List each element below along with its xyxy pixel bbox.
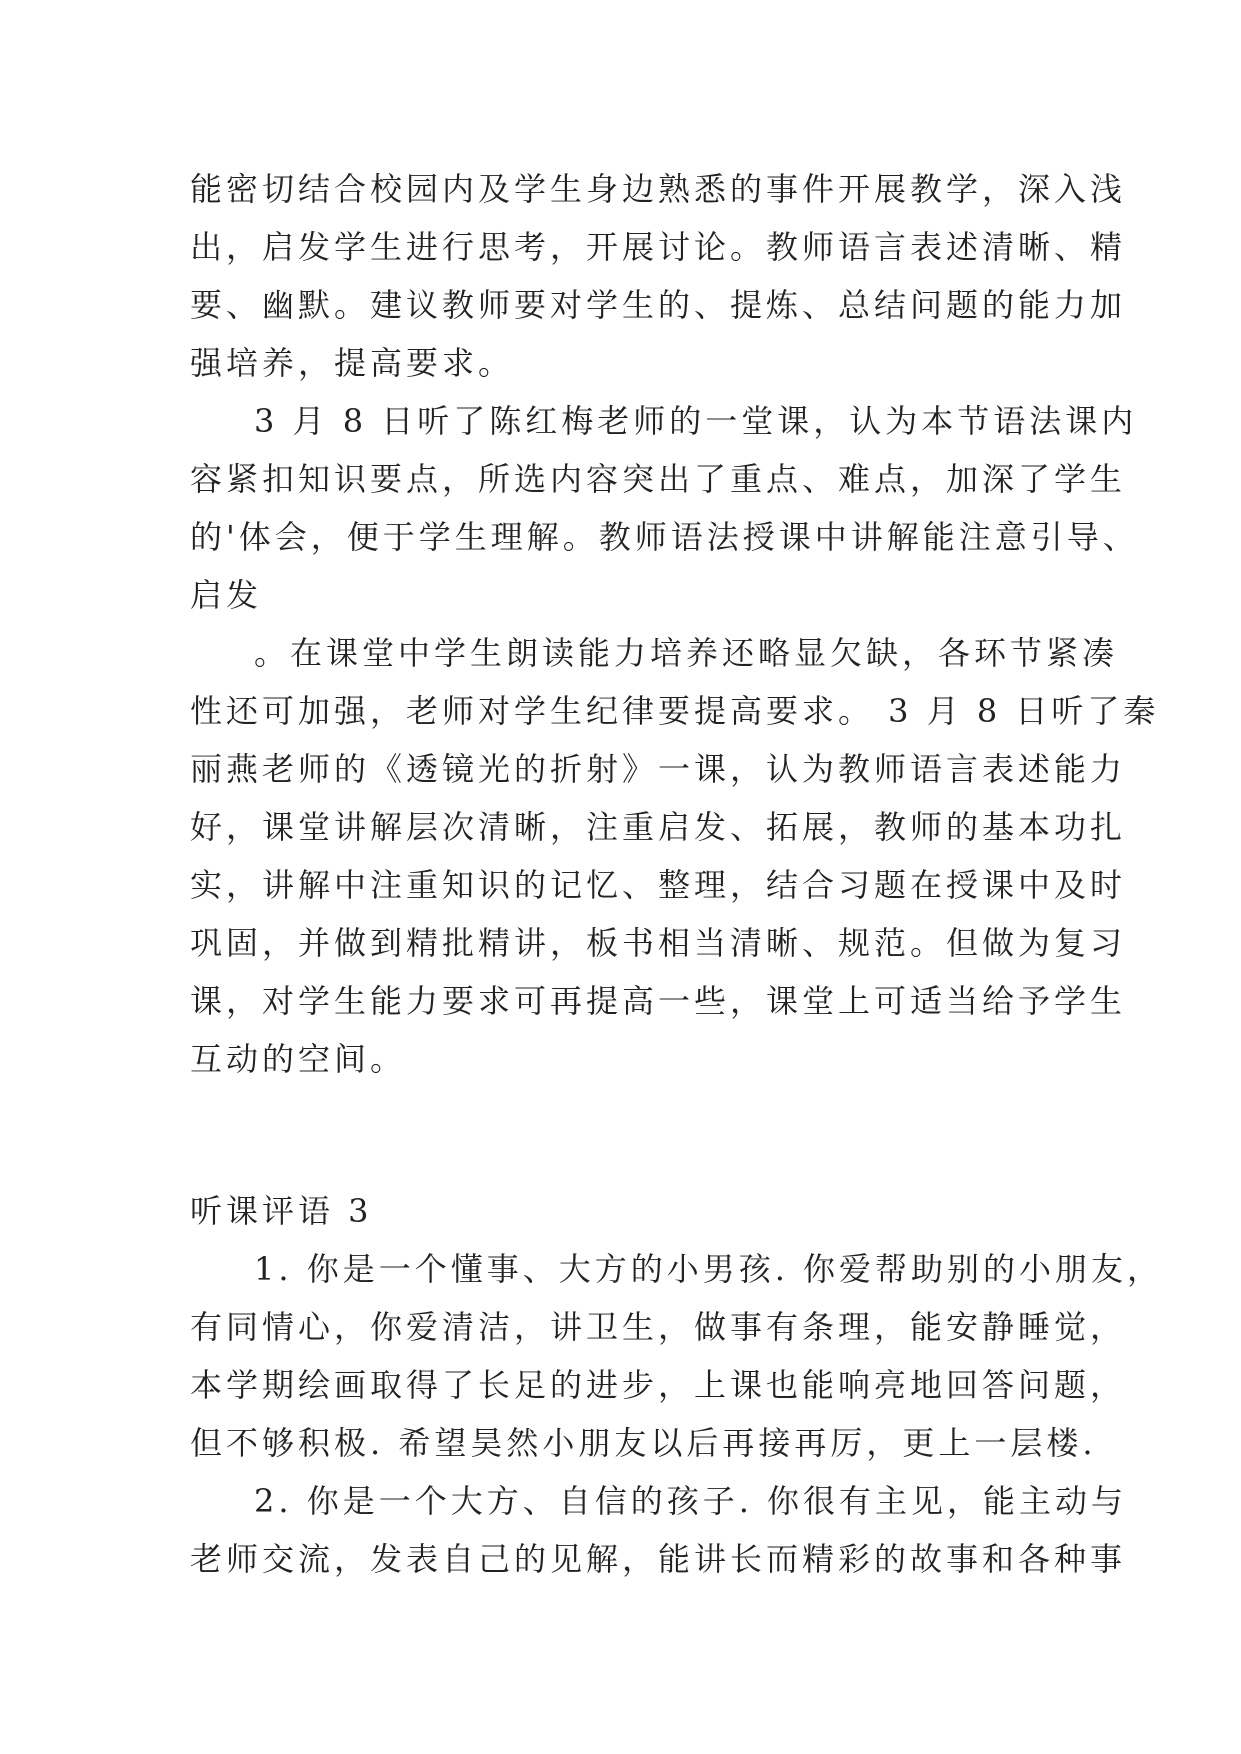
text-line: 好，课堂讲解层次清晰，注重启发、拓展，教师的基本功扎 <box>190 808 1127 846</box>
text-line: 性还可加强，老师对学生纪律要提高要求。 3 月 8 日听了秦 <box>190 692 1160 730</box>
section-gap <box>190 1088 1070 1182</box>
text-line: 有同情心，你爱清洁，讲卫生，做事有条理，能安静睡觉， <box>190 1308 1127 1346</box>
paragraph <box>190 392 1139 624</box>
text-line: 。在课堂中学生朗读能力培养还略显欠缺，各环节紧凑 <box>254 634 1119 672</box>
text-line: 实，讲解中注重知识的记忆、整理，结合习题在授课中及时 <box>190 866 1127 904</box>
section-heading: 听课评语 3 <box>190 1192 373 1230</box>
text-line: 1. 你是一个懂事、大方的小男孩. 你爱帮助别的小朋友， <box>254 1250 1164 1288</box>
text-line: 2. 你是一个大方、自信的孩子. 你很有主见，能主动与 <box>254 1482 1128 1520</box>
text-line: 启发 <box>190 576 263 614</box>
text-line: 巩固，并做到精批精讲，板书相当清晰、规范。但做为复习 <box>190 924 1127 962</box>
section-text <box>190 1240 1164 1588</box>
paragraph <box>190 160 1127 392</box>
text-line: 课，对学生能力要求可再提高一些，课堂上可适当给予学生 <box>190 982 1127 1020</box>
text-line: 的'体会，便于学生理解。教师语法授课中讲解能注意引导、 <box>190 518 1139 556</box>
text-line: 强培养，提高要求。 <box>190 344 515 382</box>
text-line: 要、幽默。建议教师要对学生的、提炼、总结问题的能力加 <box>190 286 1127 324</box>
text-line: 但不够积极. 希望昊然小朋友以后再接再厉，更上一层楼. <box>190 1424 1097 1462</box>
text-line: 丽燕老师的《透镜光的折射》一课，认为教师语言表述能力 <box>190 750 1127 788</box>
paragraph <box>190 1240 1164 1472</box>
text-line: 出，启发学生进行思考，开展讨论。教师语言表述清晰、精 <box>190 228 1127 266</box>
text-line: 3 月 8 日听了陈红梅老师的一堂课，认为本节语法课内 <box>254 402 1138 440</box>
text-line: 本学期绘画取得了长足的进步，上课也能响亮地回答问题， <box>190 1366 1127 1404</box>
paragraph <box>190 624 1160 1088</box>
text-line: 互动的空间。 <box>190 1040 407 1078</box>
paragraph <box>190 1472 1128 1588</box>
text-line: 老师交流，发表自己的见解，能讲长而精彩的故事和各种事 <box>190 1540 1127 1578</box>
body-text <box>190 160 1160 1088</box>
text-line: 容紧扣知识要点，所选内容突出了重点、难点，加深了学生 <box>190 460 1127 498</box>
document-page <box>190 160 1164 1588</box>
text-line: 能密切结合校园内及学生身边熟悉的事件开展教学，深入浅 <box>190 170 1127 208</box>
